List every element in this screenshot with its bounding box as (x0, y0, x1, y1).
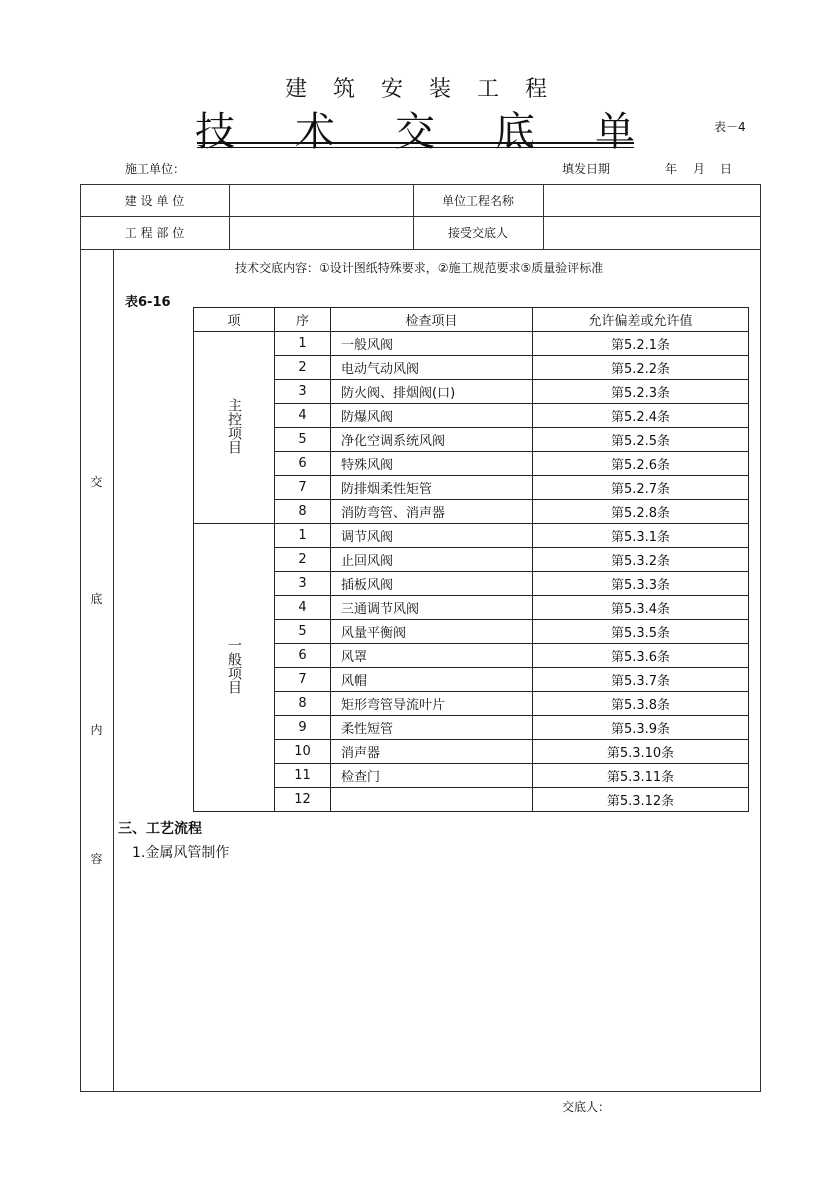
seq-cell: 1 (275, 524, 331, 548)
item-cell: 消防弯管、消声器 (331, 500, 533, 524)
table-row (194, 332, 749, 356)
seq-cell: 1 (275, 332, 331, 356)
value-cell: 第5.2.3条 (533, 380, 749, 404)
subtitle: 建筑安装工程 (284, 77, 573, 102)
value-cell: 第5.3.3条 (533, 572, 749, 596)
item-cell: 检查门 (331, 764, 533, 788)
seq-cell: 3 (275, 380, 331, 404)
table-row (194, 500, 749, 524)
side-label-char: 内 (90, 722, 103, 737)
group-label: 主控项目 (226, 397, 242, 454)
process-item: 1.金属风管制作 (132, 845, 230, 861)
table-row (194, 716, 749, 740)
table-row (194, 524, 749, 548)
table-row (194, 596, 749, 620)
title-underline (197, 142, 634, 144)
divider (113, 249, 114, 1092)
value-cell: 第5.3.7条 (533, 668, 749, 692)
side-label-char: 容 (90, 851, 103, 866)
construction-unit-label: 施工单位： (125, 162, 186, 176)
value-cell: 第5.3.6条 (533, 644, 749, 668)
header-cell: 序 (275, 308, 331, 332)
seq-cell: 4 (275, 404, 331, 428)
item-cell: 特殊风阀 (331, 452, 533, 476)
header-cell: 允许偏差或允许值 (533, 308, 749, 332)
value-cell: 第5.2.6条 (533, 452, 749, 476)
table-row (194, 668, 749, 692)
seq-cell: 11 (275, 764, 331, 788)
value-cell: 第5.3.12条 (533, 788, 749, 812)
seq-cell: 2 (275, 548, 331, 572)
item-cell: 风量平衡阀 (331, 620, 533, 644)
item-cell: 一般风阀 (331, 332, 533, 356)
presenter-label: 交底人： (562, 1100, 611, 1114)
seq-cell: 8 (275, 500, 331, 524)
table-row (194, 380, 749, 404)
table-row (194, 356, 749, 380)
seq-cell: 10 (275, 740, 331, 764)
item-cell: 消声器 (331, 740, 533, 764)
title-char: 单 (595, 109, 635, 155)
value-cell: 第5.3.11条 (533, 764, 749, 788)
table-row (194, 572, 749, 596)
title-underline (197, 147, 634, 148)
value-cell: 第5.3.5条 (533, 620, 749, 644)
item-cell: 调节风阀 (331, 524, 533, 548)
seq-cell: 2 (275, 356, 331, 380)
value-cell: 第5.2.2条 (533, 356, 749, 380)
table-row (194, 692, 749, 716)
item-cell: 风罩 (331, 644, 533, 668)
item-cell (331, 788, 533, 812)
table-row (194, 548, 749, 572)
side-label-char: 交 (90, 474, 103, 489)
table-row (194, 740, 749, 764)
value-cell: 第5.2.1条 (533, 332, 749, 356)
title-char: 技 (195, 109, 235, 155)
table-row (194, 764, 749, 788)
seq-cell: 9 (275, 716, 331, 740)
value-cell: 第5.3.4条 (533, 596, 749, 620)
table-row (194, 428, 749, 452)
item-cell: 净化空调系统风阀 (331, 428, 533, 452)
value-cell: 第5.2.4条 (533, 404, 749, 428)
table-header-row (194, 308, 749, 332)
group-cell (194, 332, 275, 524)
group-label: 一般项目 (226, 637, 242, 694)
month-label: 月 (693, 162, 706, 176)
project-name-label: 单位工程名称 (441, 193, 514, 208)
item-cell: 三通调节风阀 (331, 596, 533, 620)
item-cell: 止回风阀 (331, 548, 533, 572)
seq-cell: 4 (275, 596, 331, 620)
project-part-field[interactable] (229, 216, 413, 249)
item-cell: 防爆风阀 (331, 404, 533, 428)
item-cell: 防排烟柔性矩管 (331, 476, 533, 500)
side-label-char: 底 (90, 591, 103, 606)
seq-cell: 6 (275, 452, 331, 476)
title-char: 底 (495, 109, 535, 155)
header-cell: 检查项目 (331, 308, 533, 332)
seq-cell: 8 (275, 692, 331, 716)
header-cell: 项 (194, 308, 275, 332)
item-cell: 矩形弯管导流叶片 (331, 692, 533, 716)
table-row (194, 644, 749, 668)
value-cell: 第5.3.1条 (533, 524, 749, 548)
build-unit-label: 建 设 单 位 (124, 193, 185, 208)
item-cell: 防火阀、排烟阀(口) (331, 380, 533, 404)
seq-cell: 6 (275, 644, 331, 668)
value-cell: 第5.2.7条 (533, 476, 749, 500)
item-cell: 插板风阀 (331, 572, 533, 596)
item-cell: 风帽 (331, 668, 533, 692)
table-row (194, 788, 749, 812)
divider (80, 249, 761, 250)
section-heading: 三、工艺流程 (118, 821, 202, 837)
seq-cell: 7 (275, 668, 331, 692)
receiver-field[interactable] (543, 216, 760, 249)
item-cell: 柔性短管 (331, 716, 533, 740)
project-part-label: 工 程 部 位 (124, 226, 185, 240)
inspection-table (193, 307, 749, 812)
value-cell: 第5.3.8条 (533, 692, 749, 716)
table-row (194, 404, 749, 428)
build-unit-field[interactable] (229, 184, 413, 216)
value-cell: 第5.3.10条 (533, 740, 749, 764)
seq-cell: 3 (275, 572, 331, 596)
table-row (194, 476, 749, 500)
value-cell: 第5.2.8条 (533, 500, 749, 524)
value-cell: 第5.3.2条 (533, 548, 749, 572)
main-title (195, 100, 635, 157)
project-name-field[interactable] (543, 184, 760, 216)
fill-date-label: 填发日期 (562, 162, 611, 176)
value-cell: 第5.2.5条 (533, 428, 749, 452)
title-char: 交 (395, 109, 435, 155)
seq-cell: 12 (275, 788, 331, 812)
day-label: 日 (720, 162, 733, 176)
table-row (194, 452, 749, 476)
form-number: 表－4 (714, 120, 746, 134)
receiver-label: 接受交底人 (447, 226, 508, 240)
value-cell: 第5.3.9条 (533, 716, 749, 740)
group-cell (194, 524, 275, 812)
seq-cell: 5 (275, 428, 331, 452)
year-label: 年 (665, 162, 678, 176)
table-number: 表6-16 (125, 295, 171, 310)
table-row (194, 620, 749, 644)
item-cell: 电动气动风阀 (331, 356, 533, 380)
title-char: 术 (295, 109, 335, 155)
seq-cell: 5 (275, 620, 331, 644)
content-intro: 技术交底内容：①设计图纸特殊要求，②施工规范要求⑤质量验评标准 (235, 261, 604, 275)
seq-cell: 7 (275, 476, 331, 500)
